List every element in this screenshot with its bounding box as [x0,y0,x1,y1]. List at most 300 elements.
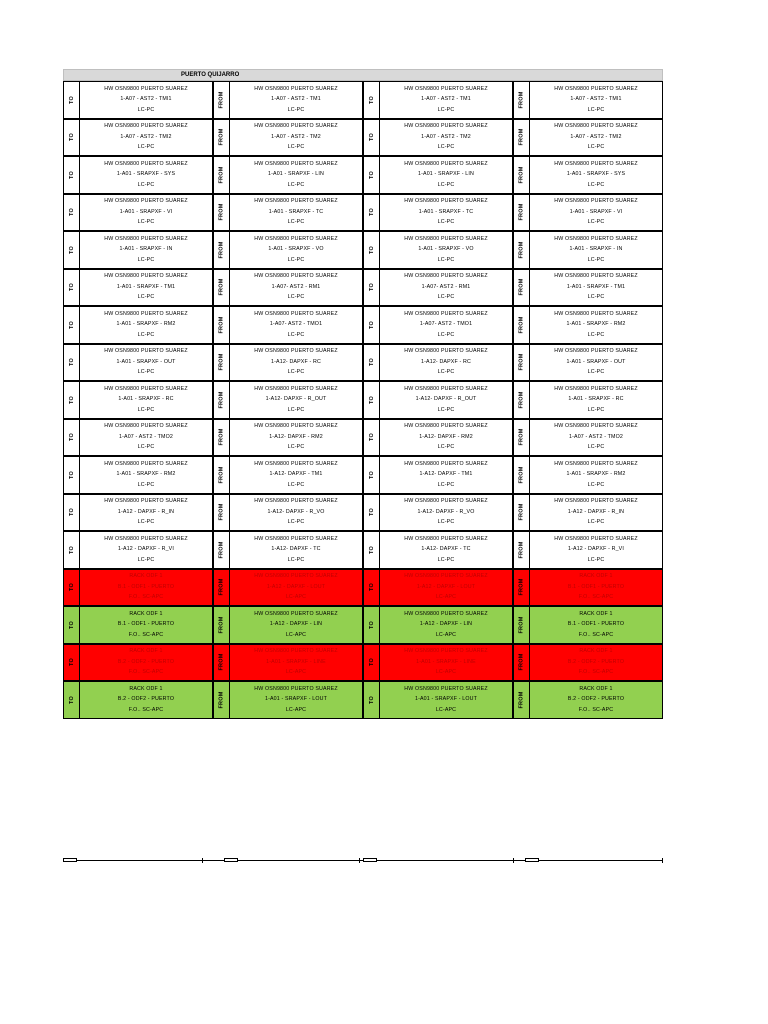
label-cell [530,419,663,457]
label-line: B.1 - ODF1 - PUERTO [117,583,175,590]
label-line: F.O.. SC-APC [578,631,614,638]
direction-label: FROM [218,578,225,596]
label-cell [230,419,363,457]
label-line: HW OSN9800 PUERTO SUAREZ [404,235,488,242]
label-cell [530,456,663,494]
label-line: RACK ODF 1 [579,685,613,692]
label-line: 1-A01 - SRAPXF - SYS [566,171,626,178]
label-line: HW OSN9800 PUERTO SUAREZ [104,423,188,430]
label-block [63,81,213,119]
label-row [63,194,663,232]
direction-label: TO [68,245,75,254]
label-sheet [63,69,663,719]
label-line: LC-PC [437,256,455,263]
label-cell [530,606,663,644]
label-line: LC-PC [587,556,605,563]
direction-tag [513,269,530,307]
label-line: LC-PC [287,219,305,226]
label-cell [80,156,213,194]
label-line: LC-APC [285,594,307,601]
direction-tag [63,269,80,307]
label-line: HW OSN9800 PUERTO SUAREZ [404,123,488,130]
bottom-rule-tick [662,858,663,863]
label-line: LC-PC [587,256,605,263]
direction-label: FROM [218,353,225,371]
label-block [363,81,513,119]
label-line: LC-PC [587,481,605,488]
label-line: HW OSN9800 PUERTO SUAREZ [554,235,638,242]
direction-tag [363,644,380,682]
label-block [363,194,513,232]
direction-tag [63,156,80,194]
direction-label: FROM [218,541,225,559]
direction-label: TO [68,95,75,104]
label-cell [230,156,363,194]
label-line: 1-A12- DAPXF - TM1 [419,471,473,478]
label-line: F.O.. SC-APC [128,594,164,601]
label-cell [80,306,213,344]
label-line: 1-A01 - SRAPXF - VO [418,246,474,253]
label-block [213,381,363,419]
label-line: LC-APC [435,669,457,676]
label-block [513,194,663,232]
label-line: LC-PC [587,181,605,188]
label-block [363,494,513,532]
label-line: 1-A12 - DAPXF - LOUT [416,583,476,590]
label-cell [230,269,363,307]
label-cell [80,119,213,157]
label-block [63,681,213,719]
label-line: LC-PC [587,406,605,413]
label-line: HW OSN9800 PUERTO SUAREZ [104,348,188,355]
label-block [213,194,363,232]
label-block [513,269,663,307]
label-row [63,644,663,682]
label-line: HW OSN9800 PUERTO SUAREZ [104,460,188,467]
label-line: HW OSN9800 PUERTO SUAREZ [404,348,488,355]
direction-tag [213,419,230,457]
label-cell [530,194,663,232]
direction-tag [63,81,80,119]
label-block [63,269,213,307]
direction-label: FROM [518,278,525,296]
label-line: B.1 - ODF1 - PUERTO [117,621,175,628]
label-line: HW OSN9800 PUERTO SUAREZ [104,160,188,167]
bottom-rule-nub [525,858,539,862]
direction-label: FROM [518,653,525,671]
label-cell [380,456,513,494]
label-line: 1-A01 - SRAPXF - LOUT [414,696,478,703]
direction-label: FROM [218,691,225,709]
direction-label: FROM [518,616,525,634]
label-line: HW OSN9800 PUERTO SUAREZ [104,385,188,392]
label-block [513,81,663,119]
label-line: LC-PC [137,444,155,451]
label-line: LC-PC [587,519,605,526]
label-line: 1-A01 - SRAPXF - TC [268,208,324,215]
direction-tag [363,119,380,157]
direction-label: TO [368,358,375,367]
label-line: 1-A12 - DAPXF - LIN [419,621,473,628]
label-line: HW OSN9800 PUERTO SUAREZ [554,123,638,130]
label-line: 1-A07 - AST2 - TM2 [271,133,321,140]
label-block [63,606,213,644]
direction-label: FROM [218,166,225,184]
direction-label: FROM [218,203,225,221]
direction-label: TO [368,433,375,442]
label-block [63,456,213,494]
direction-label: TO [368,133,375,142]
label-line: HW OSN9800 PUERTO SUAREZ [254,160,338,167]
label-line: RACK ODF 1 [129,685,163,692]
direction-label: TO [68,658,75,667]
direction-label: TO [368,245,375,254]
direction-label: FROM [518,691,525,709]
label-line: 1-A07- AST2 - RM1 [421,283,471,290]
direction-label: TO [68,433,75,442]
direction-tag [513,644,530,682]
direction-tag [363,81,380,119]
label-line: B.2 - ODF2 - PUERTO [567,658,625,665]
label-line: LC-APC [435,594,457,601]
label-line: 1-A12- DAPXF - TC [421,546,471,553]
label-line: LC-PC [287,106,305,113]
label-line: HW OSN9800 PUERTO SUAREZ [104,85,188,92]
label-line: HW OSN9800 PUERTO SUAREZ [404,385,488,392]
label-block [63,156,213,194]
label-block [363,644,513,682]
label-line: B.1 - ODF1 - PUERTO [567,621,625,628]
label-line: HW OSN9800 PUERTO SUAREZ [254,310,338,317]
label-line: HW OSN9800 PUERTO SUAREZ [104,198,188,205]
direction-label: TO [68,358,75,367]
direction-label: FROM [218,503,225,521]
label-line: 1-A01 - SRAPXF - VI [569,208,623,215]
label-line: LC-PC [287,406,305,413]
label-block [63,194,213,232]
bottom-rule-tick [359,858,360,863]
label-block [213,269,363,307]
label-block [213,531,363,569]
label-cell [530,306,663,344]
label-line: F.O.. SC-APC [128,706,164,713]
direction-tag [363,381,380,419]
label-line: LC-PC [437,181,455,188]
label-line: 1-A01 - SRAPXF - TM1 [566,283,626,290]
label-line: 1-A01 - SRAPXF - IN [569,246,623,253]
direction-tag [213,306,230,344]
label-line: 1-A07 - AST2 - TMI1 [570,96,622,103]
direction-label: TO [68,508,75,517]
label-line: LC-PC [137,406,155,413]
direction-tag [213,156,230,194]
direction-label: TO [68,620,75,629]
direction-tag [513,494,530,532]
label-line: LC-PC [437,219,455,226]
label-line: LC-PC [137,369,155,376]
label-block [63,381,213,419]
label-block [513,531,663,569]
label-line: F.O.. SC-APC [578,594,614,601]
label-cell [230,81,363,119]
label-line: 1-A01 - SRAPXF - RM2 [116,471,176,478]
label-cell [230,119,363,157]
label-row [63,306,663,344]
label-line: HW OSN9800 PUERTO SUAREZ [404,648,488,655]
label-line: HW OSN9800 PUERTO SUAREZ [254,573,338,580]
label-line: HW OSN9800 PUERTO SUAREZ [404,535,488,542]
direction-label: FROM [518,166,525,184]
label-line: HW OSN9800 PUERTO SUAREZ [404,423,488,430]
direction-label: FROM [218,278,225,296]
direction-label: TO [68,583,75,592]
label-block [63,531,213,569]
direction-label: FROM [218,616,225,634]
direction-tag [63,681,80,719]
label-line: RACK ODF 1 [579,610,613,617]
direction-tag [363,494,380,532]
direction-label: FROM [218,241,225,259]
label-cell [530,81,663,119]
direction-label: TO [368,208,375,217]
direction-label: TO [368,583,375,592]
direction-tag [513,81,530,119]
label-line: HW OSN9800 PUERTO SUAREZ [254,460,338,467]
label-block [513,494,663,532]
label-cell [530,156,663,194]
label-line: 1-A12- DAPXF - RM2 [269,433,323,440]
label-row [63,606,663,644]
direction-tag [63,344,80,382]
label-line: HW OSN9800 PUERTO SUAREZ [554,460,638,467]
label-row [63,344,663,382]
label-cell [380,531,513,569]
label-line: 1-A01 - SRAPXF - LINE [416,658,476,665]
direction-tag [363,231,380,269]
label-cell [80,456,213,494]
label-line: LC-PC [437,369,455,376]
label-line: 1-A01 - SRAPXF - LIN [418,171,474,178]
direction-tag [363,156,380,194]
label-line: 1-A12 - DAPXF - R_VI [568,546,624,553]
bottom-rule-nub [224,858,238,862]
label-block [363,381,513,419]
direction-tag [213,644,230,682]
label-block [213,456,363,494]
label-block [513,231,663,269]
direction-tag [513,344,530,382]
label-line: HW OSN9800 PUERTO SUAREZ [404,610,488,617]
label-line: LC-PC [437,406,455,413]
label-cell [380,81,513,119]
label-line: LC-PC [287,519,305,526]
bottom-rule-tick [202,858,203,863]
label-block [363,606,513,644]
sheet-title: PUERTO QUIJARRO [63,69,663,81]
label-cell [80,494,213,532]
label-row [63,531,663,569]
bottom-rule-nub [63,858,77,862]
label-cell [530,494,663,532]
direction-label: FROM [518,503,525,521]
label-cell [380,344,513,382]
label-line: HW OSN9800 PUERTO SUAREZ [254,348,338,355]
direction-tag [513,606,530,644]
label-line: 1-A01 - SRAPXF - RC [568,396,624,403]
direction-label: FROM [218,91,225,109]
label-cell [80,644,213,682]
direction-tag [63,381,80,419]
direction-label: TO [368,658,375,667]
label-cell [80,344,213,382]
label-line: LC-PC [437,444,455,451]
label-line: HW OSN9800 PUERTO SUAREZ [554,160,638,167]
label-block [513,381,663,419]
label-block [63,419,213,457]
direction-label: TO [68,470,75,479]
label-row [63,81,663,119]
label-line: B.2 - ODF2 - PUERTO [567,696,625,703]
label-cell [80,381,213,419]
direction-tag [63,456,80,494]
label-cell [530,569,663,607]
label-line: RACK ODF 1 [129,648,163,655]
direction-label: FROM [518,316,525,334]
label-line: LC-PC [437,331,455,338]
direction-tag [513,531,530,569]
direction-tag [63,569,80,607]
label-line: HW OSN9800 PUERTO SUAREZ [254,648,338,655]
label-line: 1-A07 - AST2 - TMI2 [570,133,622,140]
label-cell [230,231,363,269]
label-line: HW OSN9800 PUERTO SUAREZ [404,198,488,205]
label-line: HW OSN9800 PUERTO SUAREZ [254,423,338,430]
direction-tag [513,569,530,607]
label-line: LC-PC [287,369,305,376]
direction-label: FROM [218,653,225,671]
label-block [213,419,363,457]
direction-label: TO [368,620,375,629]
label-line: HW OSN9800 PUERTO SUAREZ [404,310,488,317]
direction-label: TO [368,170,375,179]
label-line: HW OSN9800 PUERTO SUAREZ [104,310,188,317]
label-line: HW OSN9800 PUERTO SUAREZ [404,160,488,167]
label-line: 1-A12- DAPXF - TC [271,546,321,553]
label-line: 1-A01 - SRAPXF - RM2 [566,321,626,328]
label-line: 1-A07- AST2 - TMO1 [269,321,323,328]
direction-tag [63,606,80,644]
label-line: 1-A12 - DAPXF - R_IN [117,508,175,515]
direction-tag [63,644,80,682]
label-rows [63,81,663,719]
label-line: HW OSN9800 PUERTO SUAREZ [404,273,488,280]
label-line: 1-A07 - AST2 - TMO2 [569,433,623,440]
label-block [363,344,513,382]
label-cell [530,681,663,719]
label-block [363,569,513,607]
label-line: HW OSN9800 PUERTO SUAREZ [404,85,488,92]
label-block [363,269,513,307]
label-line: 1-A12- DAPXF - R_VO [417,508,475,515]
direction-label: TO [368,470,375,479]
label-cell [380,306,513,344]
direction-tag [213,606,230,644]
label-cell [380,156,513,194]
label-block [63,644,213,682]
label-line: LC-PC [287,481,305,488]
direction-tag [363,606,380,644]
direction-label: TO [368,283,375,292]
label-cell [80,194,213,232]
direction-label: FROM [518,203,525,221]
label-line: 1-A07 - AST2 - TM2 [421,133,471,140]
label-block [213,494,363,532]
label-line: LC-PC [137,556,155,563]
label-cell [380,644,513,682]
label-block [213,644,363,682]
label-cell [380,681,513,719]
direction-tag [63,494,80,532]
direction-label: FROM [218,128,225,146]
label-line: HW OSN9800 PUERTO SUAREZ [254,685,338,692]
label-line: LC-APC [285,631,307,638]
label-line: HW OSN9800 PUERTO SUAREZ [554,535,638,542]
direction-tag [363,531,380,569]
direction-tag [213,119,230,157]
label-line: RACK ODF 1 [129,610,163,617]
label-line: F.O.. SC-APC [578,706,614,713]
label-cell [80,269,213,307]
label-line: HW OSN9800 PUERTO SUAREZ [404,498,488,505]
direction-tag [213,681,230,719]
direction-tag [363,419,380,457]
direction-tag [63,194,80,232]
label-line: HW OSN9800 PUERTO SUAREZ [554,385,638,392]
label-line: 1-A01 - SRAPXF - LIN [268,171,324,178]
direction-tag [513,419,530,457]
label-line: 1-A12- DAPXF - R_OUT [265,396,327,403]
label-block [513,306,663,344]
label-cell [230,606,363,644]
label-line: LC-PC [437,556,455,563]
direction-tag [63,119,80,157]
direction-label: TO [68,320,75,329]
direction-label: TO [368,545,375,554]
label-line: RACK ODF 1 [579,648,613,655]
label-line: 1-A07 - AST2 - TM1 [421,96,471,103]
label-line: HW OSN9800 PUERTO SUAREZ [254,123,338,130]
label-block [363,231,513,269]
label-block [213,231,363,269]
direction-tag [213,456,230,494]
label-block [63,344,213,382]
label-cell [80,569,213,607]
label-cell [530,531,663,569]
label-line: LC-APC [285,669,307,676]
label-line: HW OSN9800 PUERTO SUAREZ [404,685,488,692]
direction-tag [213,494,230,532]
label-line: LC-PC [587,219,605,226]
direction-tag [213,381,230,419]
label-cell [380,194,513,232]
direction-tag [513,119,530,157]
label-row [63,119,663,157]
direction-tag [513,456,530,494]
label-line: LC-PC [287,256,305,263]
label-block [213,306,363,344]
label-line: HW OSN9800 PUERTO SUAREZ [254,273,338,280]
label-cell [380,231,513,269]
